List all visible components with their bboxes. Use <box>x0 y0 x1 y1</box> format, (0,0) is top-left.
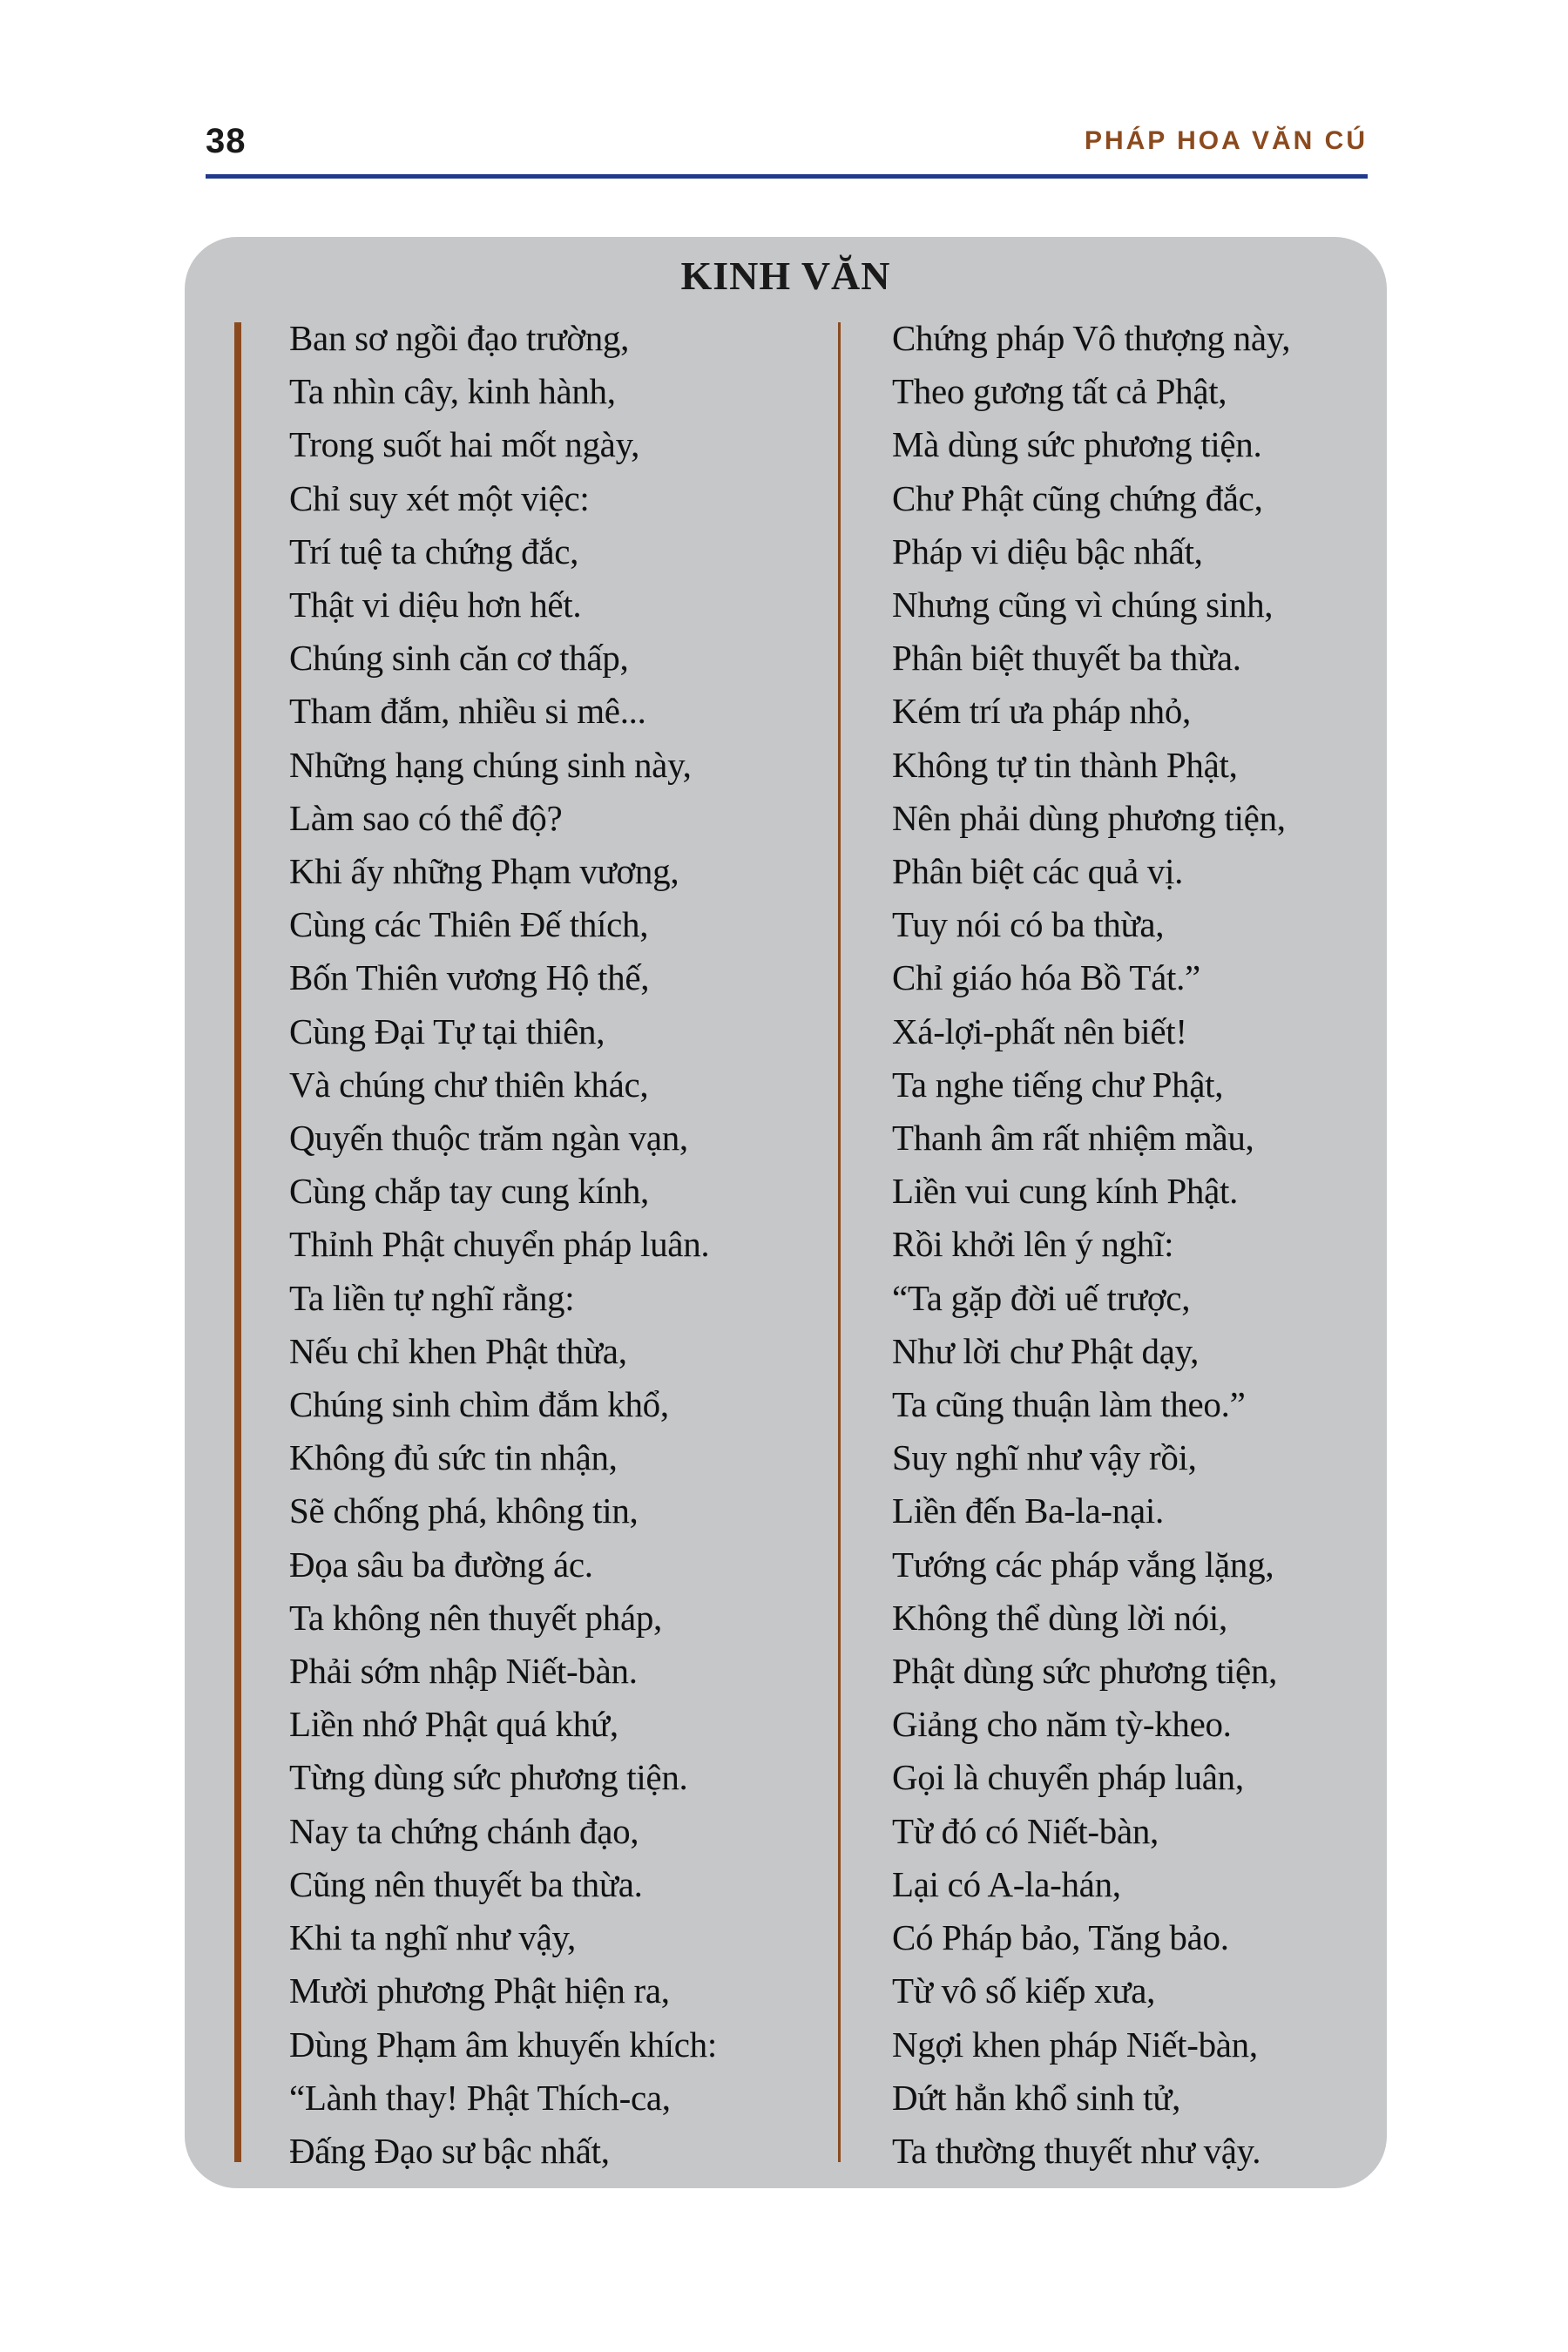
verse-line: Chúng sinh chìm đắm khổ, <box>289 1384 669 1425</box>
right-verse-column <box>892 312 1290 2178</box>
left-accent-rule <box>234 322 241 2162</box>
verse-line: Thanh âm rất nhiệm mầu, <box>892 1118 1254 1159</box>
verse-line: Nếu chỉ khen Phật thừa, <box>289 1330 627 1371</box>
verse-line: Chư Phật cũng chứng đắc, <box>892 477 1263 518</box>
verse-line: Liền đến Ba-la-nại. <box>892 1490 1164 1531</box>
verse-line: Dùng Phạm âm khuyến khích: <box>289 2024 717 2065</box>
verse-line: Tướng các pháp vắng lặng, <box>892 1544 1274 1585</box>
verse-line: Liền nhớ Phật quá khứ, <box>289 1704 618 1745</box>
verse-line: Bốn Thiên vương Hộ thế, <box>289 957 650 998</box>
verse-line: Sẽ chống phá, không tin, <box>289 1490 639 1531</box>
verse-line: Phải sớm nhập Niết-bàn. <box>289 1651 638 1692</box>
verse-line: Thỉnh Phật chuyển pháp luân. <box>289 1224 710 1265</box>
verse-line: Giảng cho năm tỳ-kheo. <box>892 1704 1232 1745</box>
verse-line: Từng dùng sức phương tiện. <box>289 1757 688 1798</box>
verse-line: Khi ấy những Phạm vương, <box>289 851 679 892</box>
verse-line: Ngợi khen pháp Niết-bàn, <box>892 2024 1258 2065</box>
verse-line: “Lành thay! Phật Thích-ca, <box>289 2077 671 2118</box>
verse-line: Khi ta nghĩ như vậy, <box>289 1917 576 1958</box>
verse-line: Ta không nên thuyết pháp, <box>289 1597 663 1638</box>
verse-line: Từ vô số kiếp xưa, <box>892 1970 1156 2011</box>
header-rule <box>206 174 1368 179</box>
verse-line: Mà dùng sức phương tiện. <box>892 424 1262 465</box>
verse-line: Quyến thuộc trăm ngàn vạn, <box>289 1118 688 1159</box>
verse-line: Phân biệt các quả vị. <box>892 851 1184 892</box>
verse-line: Ta cũng thuận làm theo.” <box>892 1384 1246 1425</box>
verse-line: Cùng các Thiên Đế thích, <box>289 904 649 945</box>
verse-line: Chỉ suy xét một việc: <box>289 477 590 518</box>
verse-line: Dứt hẳn khổ sinh tử, <box>892 2077 1181 2118</box>
verse-line: Ban sơ ngồi đạo trường, <box>289 318 630 358</box>
verse-line: Tuy nói có ba thừa, <box>892 904 1165 945</box>
verse-line: Phân biệt thuyết ba thừa. <box>892 638 1241 679</box>
panel-title: KINH VĂN <box>680 253 891 298</box>
verse-line: Làm sao có thể độ? <box>289 797 563 838</box>
verse-line: Cùng chắp tay cung kính, <box>289 1171 649 1212</box>
verse-line: Ta thường thuyết như vậy. <box>892 2130 1261 2171</box>
verse-line: Tham đắm, nhiều si mê... <box>289 691 646 732</box>
verse-line: Suy nghĩ như vậy rồi, <box>892 1437 1197 1478</box>
verse-line: Theo gương tất cả Phật, <box>892 371 1227 412</box>
verse-line: Xá-lợi-phất nên biết! <box>892 1010 1187 1051</box>
verse-line: Ta nhìn cây, kinh hành, <box>289 371 616 412</box>
verse-line: Không thể dùng lời nói, <box>892 1597 1227 1638</box>
verse-line: Cùng Đại Tự tại thiên, <box>289 1010 605 1051</box>
verse-line: Cũng nên thuyết ba thừa. <box>289 1863 643 1904</box>
verse-line: Có Pháp bảo, Tăng bảo. <box>892 1917 1229 1958</box>
verse-line: Và chúng chư thiên khác, <box>289 1064 649 1105</box>
scripture-panel <box>185 237 1387 2188</box>
verse-line: Không tự tin thành Phật, <box>892 744 1238 785</box>
verse-line: Từ đó có Niết-bàn, <box>892 1810 1159 1851</box>
verse-line: Kém trí ưa pháp nhỏ, <box>892 691 1192 732</box>
verse-line: Phật dùng sức phương tiện, <box>892 1651 1278 1692</box>
verse-line: Pháp vi diệu bậc nhất, <box>892 531 1203 571</box>
verse-line: Ta nghe tiếng chư Phật, <box>892 1064 1224 1105</box>
verse-line: Lại có A-la-hán, <box>892 1863 1121 1904</box>
verse-line: Ta liền tự nghĩ rằng: <box>289 1277 575 1318</box>
verse-line: Liền vui cung kính Phật. <box>892 1171 1239 1212</box>
verse-line: Không đủ sức tin nhận, <box>289 1437 618 1478</box>
verse-line: Chứng pháp Vô thượng này, <box>892 318 1291 358</box>
verse-line: Như lời chư Phật dạy, <box>892 1330 1200 1371</box>
verse-line: Gọi là chuyển pháp luân, <box>892 1757 1244 1798</box>
verse-line: Những hạng chúng sinh này, <box>289 744 692 785</box>
verse-line: Thật vi diệu hơn hết. <box>289 585 582 625</box>
verse-line: Nên phải dùng phương tiện, <box>892 797 1286 838</box>
left-verse-column <box>289 312 717 2178</box>
verse-line: Chỉ giáo hóa Bồ Tát.” <box>892 957 1200 998</box>
verse-line: Đấng Đạo sư bậc nhất, <box>289 2130 610 2171</box>
verse-line: Rồi khởi lên ý nghĩ: <box>892 1224 1174 1265</box>
verse-line: Mười phương Phật hiện ra, <box>289 1970 670 2011</box>
verse-line: Trong suốt hai mốt ngày, <box>289 424 640 465</box>
verse-line: Nay ta chứng chánh đạo, <box>289 1810 639 1851</box>
running-title: PHÁP HOA VĂN CÚ <box>1084 126 1368 155</box>
verse-line: Đọa sâu ba đường ác. <box>289 1544 593 1585</box>
verse-line: “Ta gặp đời uế trược, <box>892 1277 1191 1318</box>
column-divider <box>838 322 841 2162</box>
verse-line: Chúng sinh căn cơ thấp, <box>289 638 629 679</box>
page-number: 38 <box>206 122 247 160</box>
verse-line: Trí tuệ ta chứng đắc, <box>289 531 579 571</box>
verse-line: Nhưng cũng vì chúng sinh, <box>892 585 1274 625</box>
